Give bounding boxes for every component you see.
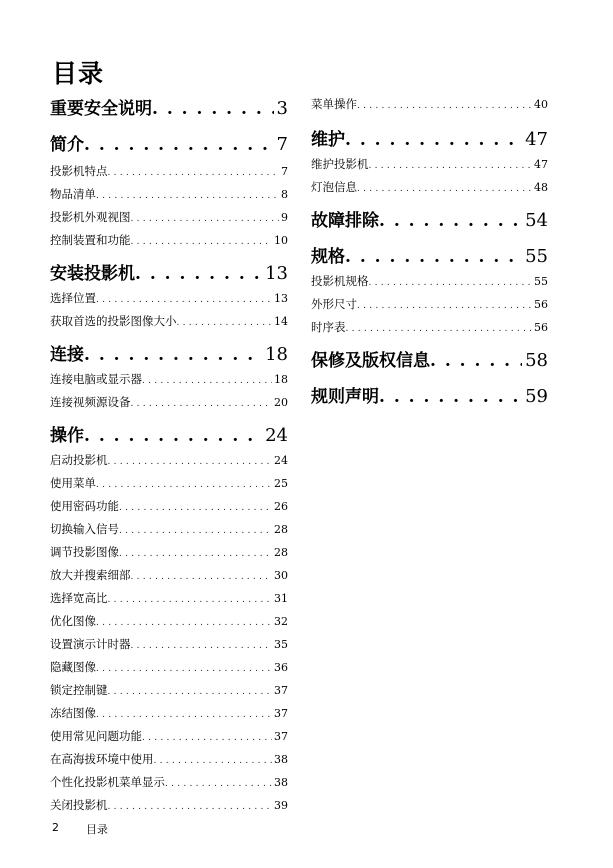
- footer-section-title: 目录: [86, 823, 108, 836]
- toc-dot-leader: [108, 168, 280, 178]
- toc-dot-leader: [357, 101, 532, 111]
- toc-dot-leader: [142, 733, 272, 743]
- toc-entry-page-number: 18: [274, 373, 288, 386]
- toc-entry-label: 使用常见问题功能: [50, 729, 142, 743]
- toc-entry-page-number: 28: [274, 523, 288, 536]
- toc-entry-label: 连接电脑或显示器: [50, 372, 142, 386]
- toc-dot-leader: [84, 345, 262, 364]
- toc-entry-label: 使用密码功能: [50, 499, 119, 513]
- toc-subsection-entry[interactable]: [50, 394, 288, 411]
- toc-dot-leader: [379, 387, 522, 406]
- toc-dot-leader: [131, 399, 273, 409]
- toc-entry-label: 规格: [311, 247, 345, 266]
- toc-entry-page-number: 48: [534, 181, 548, 194]
- toc-entry-label: 隐藏图像: [50, 660, 96, 674]
- toc-dot-leader: [108, 595, 273, 605]
- toc-dot-leader: [96, 618, 272, 628]
- toc-entry-page-number: 38: [274, 776, 288, 789]
- toc-entry-label: 设置演示计时器: [50, 637, 131, 651]
- toc-dot-leader: [154, 756, 273, 766]
- toc-entry-label: 简介: [50, 135, 84, 154]
- toc-entry-label: 外形尺寸: [311, 297, 357, 311]
- toc-section-entry[interactable]: [311, 242, 548, 266]
- toc-subsection-entry[interactable]: [50, 751, 288, 768]
- toc-entry-page-number: 13: [265, 263, 288, 283]
- toc-dot-leader: [357, 184, 532, 194]
- toc-dot-leader: [108, 687, 273, 697]
- toc-entry-page-number: 35: [274, 638, 288, 651]
- toc-entry-page-number: 37: [274, 730, 288, 743]
- toc-subsection-entry[interactable]: [50, 186, 288, 203]
- toc-entry-label: 规则声明: [311, 387, 379, 406]
- toc-entry-label: 连接视频源设备: [50, 395, 131, 409]
- toc-subsection-entry[interactable]: [50, 544, 288, 561]
- toc-entry-label: 在高海拔环境中使用: [50, 752, 154, 766]
- toc-subsection-entry[interactable]: [50, 209, 288, 226]
- toc-entry-label: 放大并搜索细部: [50, 568, 131, 582]
- toc-dot-leader: [165, 779, 272, 789]
- toc-dot-leader: [119, 503, 272, 513]
- toc-subsection-entry[interactable]: [311, 96, 548, 113]
- toc-entry-label: 投影机规格: [311, 274, 369, 288]
- toc-entry-label: 维护: [311, 130, 345, 149]
- toc-entry-page-number: 59: [525, 386, 548, 406]
- toc-entry-label: 灯泡信息: [311, 180, 357, 194]
- toc-entry-label: 物品清单: [50, 187, 96, 201]
- toc-entry-page-number: 36: [274, 661, 288, 674]
- toc-entry-page-number: 56: [534, 321, 548, 334]
- toc-dot-leader: [369, 161, 533, 171]
- toc-dot-leader: [152, 99, 274, 118]
- toc-entry-label: 优化图像: [50, 614, 96, 628]
- toc-dot-leader: [135, 264, 262, 283]
- toc-subsection-entry[interactable]: [50, 475, 288, 492]
- toc-dot-leader: [96, 191, 279, 201]
- toc-section-entry[interactable]: [311, 382, 548, 406]
- toc-section-entry[interactable]: [50, 130, 288, 154]
- toc-entry-label: 操作: [50, 426, 84, 445]
- toc-section-entry[interactable]: [311, 125, 548, 149]
- toc-entry-label: 投影机外观视图: [50, 210, 131, 224]
- toc-subsection-entry[interactable]: [50, 728, 288, 745]
- toc-entry-label: 连接: [50, 345, 84, 364]
- toc-entry-label: 维护投影机: [311, 157, 369, 171]
- toc-dot-leader: [84, 135, 274, 154]
- toc-dot-leader: [131, 237, 273, 247]
- toc-entry-page-number: 30: [274, 569, 288, 582]
- toc-subsection-entry[interactable]: [311, 179, 548, 196]
- toc-subsection-entry[interactable]: [50, 682, 288, 699]
- toc-subsection-entry[interactable]: [50, 521, 288, 538]
- page-title: 目录: [52, 59, 105, 88]
- toc-entry-page-number: 55: [525, 246, 548, 266]
- toc-entry-page-number: 31: [274, 592, 288, 605]
- toc-dot-leader: [379, 211, 522, 230]
- toc-dot-leader: [131, 214, 280, 224]
- toc-entry-label: 保修及版权信息: [311, 351, 430, 370]
- toc-entry-page-number: 13: [274, 292, 288, 305]
- toc-entry-page-number: 24: [265, 425, 288, 445]
- toc-entry-label: 锁定控制键: [50, 683, 108, 697]
- toc-dot-leader: [96, 710, 272, 720]
- toc-dot-leader: [430, 351, 522, 370]
- toc-subsection-entry[interactable]: [50, 232, 288, 249]
- toc-entry-page-number: 37: [274, 707, 288, 720]
- toc-dot-leader: [345, 247, 522, 266]
- toc-entry-page-number: 9: [281, 211, 288, 224]
- toc-section-entry[interactable]: [50, 421, 288, 445]
- toc-entry-label: 菜单操作: [311, 97, 357, 111]
- toc-subsection-entry[interactable]: [311, 319, 548, 336]
- toc-entry-label: 冻结图像: [50, 706, 96, 720]
- toc-subsection-entry[interactable]: [50, 567, 288, 584]
- toc-section-entry[interactable]: [311, 206, 548, 230]
- toc-entry-label: 选择位置: [50, 291, 96, 305]
- toc-entry-page-number: 8: [281, 188, 288, 201]
- toc-subsection-entry[interactable]: [50, 797, 288, 814]
- toc-entry-page-number: 58: [525, 350, 548, 370]
- toc-entry-page-number: 20: [274, 396, 288, 409]
- toc-dot-leader: [96, 664, 272, 674]
- toc-entry-label: 获取首选的投影图像大小: [50, 314, 177, 328]
- toc-entry-label: 关闭投影机: [50, 798, 108, 812]
- toc-entry-page-number: 47: [525, 129, 548, 149]
- toc-entry-label: 故障排除: [311, 211, 379, 230]
- toc-entry-label: 时序表: [311, 320, 346, 334]
- toc-entry-page-number: 18: [265, 344, 288, 364]
- toc-dot-leader: [108, 802, 273, 812]
- toc-entry-label: 重要安全说明: [50, 99, 152, 118]
- toc-entry-page-number: 37: [274, 684, 288, 697]
- toc-entry-page-number: 24: [274, 454, 288, 467]
- toc-subsection-entry[interactable]: [50, 613, 288, 630]
- toc-entry-page-number: 26: [274, 500, 288, 513]
- toc-dot-leader: [119, 526, 272, 536]
- toc-entry-label: 控制装置和功能: [50, 233, 131, 247]
- toc-subsection-entry[interactable]: [50, 636, 288, 653]
- toc-entry-label: 投影机特点: [50, 164, 108, 178]
- toc-entry-page-number: 7: [281, 165, 288, 178]
- toc-entry-page-number: 54: [525, 210, 548, 230]
- toc-entry-label: 选择宽高比: [50, 591, 108, 605]
- toc-subsection-entry[interactable]: [311, 296, 548, 313]
- toc-subsection-entry[interactable]: [50, 452, 288, 469]
- toc-entry-page-number: 10: [274, 234, 288, 247]
- toc-dot-leader: [369, 278, 533, 288]
- toc-section-entry[interactable]: [311, 346, 548, 370]
- toc-entry-page-number: 56: [534, 298, 548, 311]
- toc-dot-leader: [345, 130, 522, 149]
- toc-section-entry[interactable]: [50, 94, 288, 118]
- toc-dot-leader: [108, 457, 273, 467]
- toc-section-entry[interactable]: [50, 340, 288, 364]
- toc-entry-page-number: 32: [274, 615, 288, 628]
- toc-entry-label: 安装投影机: [50, 264, 135, 283]
- toc-entry-label: 调节投影图像: [50, 545, 119, 559]
- toc-dot-leader: [96, 480, 272, 490]
- toc-entry-page-number: 3: [276, 98, 288, 118]
- toc-subsection-entry[interactable]: [50, 498, 288, 515]
- toc-subsection-entry[interactable]: [50, 290, 288, 307]
- toc-dot-leader: [84, 426, 262, 445]
- toc-entry-page-number: 39: [274, 799, 288, 812]
- toc-entry-page-number: 47: [534, 158, 548, 171]
- toc-entry-page-number: 28: [274, 546, 288, 559]
- toc-subsection-entry[interactable]: [50, 371, 288, 388]
- toc-entry-page-number: 38: [274, 753, 288, 766]
- toc-dot-leader: [131, 572, 273, 582]
- toc-entry-page-number: 7: [276, 134, 288, 154]
- toc-subsection-entry[interactable]: [311, 273, 548, 290]
- toc-entry-label: 使用菜单: [50, 476, 96, 490]
- toc-entry-page-number: 14: [274, 315, 288, 328]
- toc-subsection-entry[interactable]: [50, 590, 288, 607]
- toc-dot-leader: [142, 376, 272, 386]
- toc-dot-leader: [346, 324, 533, 334]
- toc-entry-label: 个性化投影机菜单显示: [50, 775, 165, 789]
- toc-dot-leader: [96, 295, 272, 305]
- toc-subsection-entry[interactable]: [311, 156, 548, 173]
- footer-page-number: 2: [52, 821, 59, 834]
- toc-subsection-entry[interactable]: [50, 774, 288, 791]
- toc-subsection-entry[interactable]: [50, 163, 288, 180]
- toc-dot-leader: [131, 641, 273, 651]
- toc-entry-page-number: 40: [534, 98, 548, 111]
- toc-entry-label: 启动投影机: [50, 453, 108, 467]
- toc-section-entry[interactable]: [50, 259, 288, 283]
- toc-dot-leader: [119, 549, 272, 559]
- toc-dot-leader: [177, 318, 273, 328]
- toc-subsection-entry[interactable]: [50, 659, 288, 676]
- toc-subsection-entry[interactable]: [50, 705, 288, 722]
- toc-subsection-entry[interactable]: [50, 313, 288, 330]
- toc-dot-leader: [357, 301, 532, 311]
- toc-entry-label: 切换输入信号: [50, 522, 119, 536]
- toc-entry-page-number: 55: [534, 275, 548, 288]
- toc-entry-page-number: 25: [274, 477, 288, 490]
